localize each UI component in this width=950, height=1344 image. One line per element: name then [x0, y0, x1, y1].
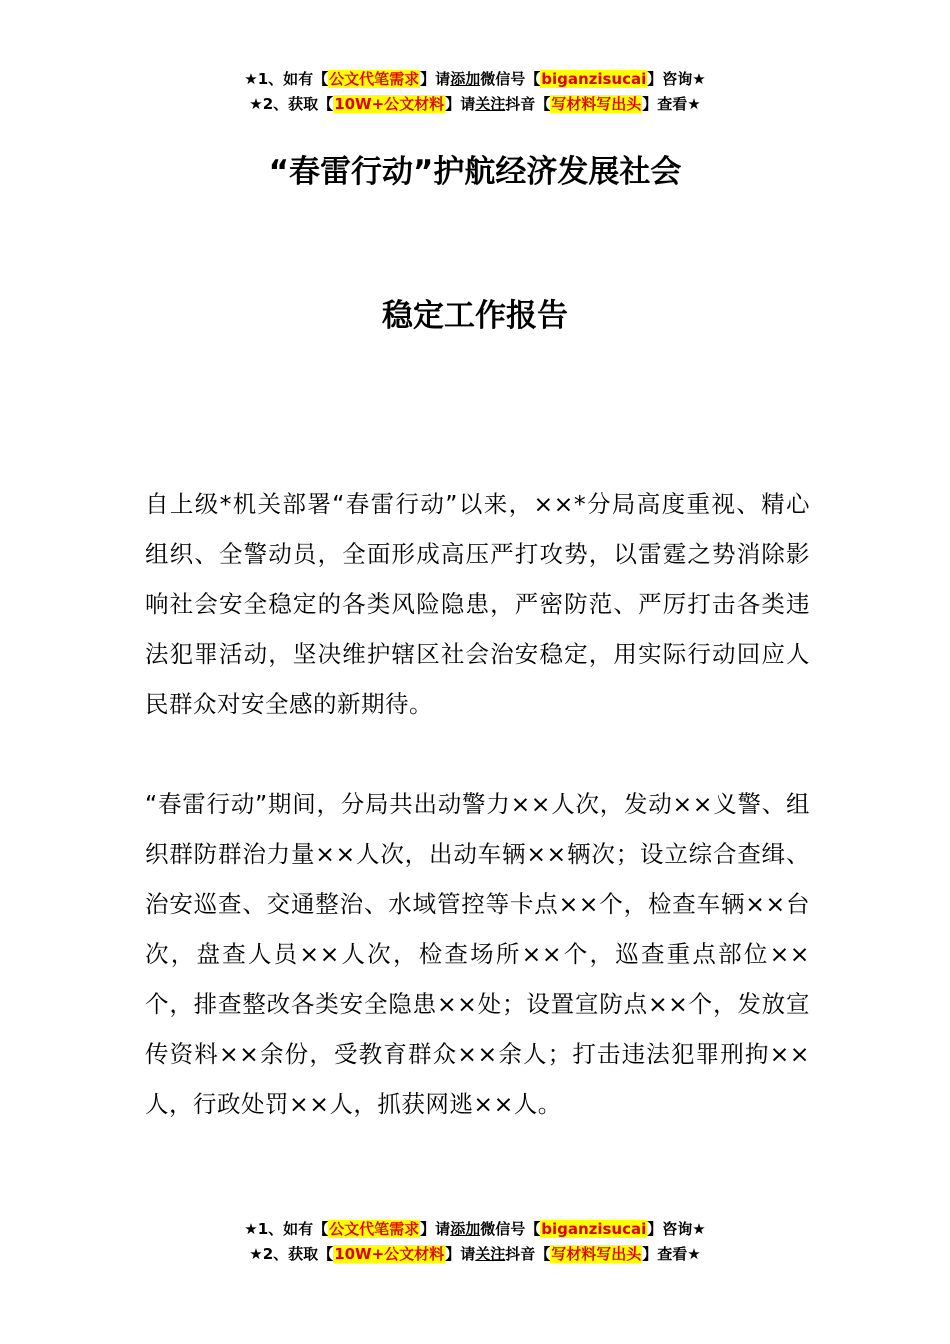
promo-line-1-suffix: 】咨询★: [647, 70, 706, 88]
promo-line-2-highlight-douyin: 写材料写出头: [551, 95, 642, 113]
footer-line-1-highlight-service: 公文代笔需求: [329, 1220, 420, 1238]
footer-line-1-mid: 】请: [420, 1220, 451, 1238]
footer-line-1-suffix: 】咨询★: [647, 1220, 706, 1238]
body-paragraph-2: “春雷行动”期间，分局共出动警力××人次，发动××义警、组织群防群治力量××人次，出动车辆××辆次；设立综合查缉、治安巡查、交通整治、水域管控等卡点××个，检查车辆××台次，盘查人员××人次，检查场所××个，巡查重点部位××个，排查整改各类安全隐患××处；设置宣防点××个，发放宣传资料××余份，受教育群众××余人；打击违法犯罪刑拘××人，行政处罚××人，抓获网逃××人。: [145, 790, 810, 1118]
promo-line-2-suffix: 】查看★: [642, 95, 701, 113]
footer-line-2-mid: 】请: [445, 1245, 476, 1263]
footer-line-1-prefix: ★1、如有【: [244, 1220, 329, 1238]
promo-line-2-underlined: 关注: [475, 95, 506, 113]
promo-line-2-mid: 】请: [445, 95, 476, 113]
promo-line-1-underlined: 添加: [450, 70, 481, 88]
promo-line-1-highlight-wechat: biganzisucai: [541, 70, 647, 88]
footer-line-2-suffix: 】查看★: [642, 1245, 701, 1263]
footer-line-2-prefix: ★2、获取【: [249, 1245, 334, 1263]
promo-line-1: [0, 67, 950, 92]
footer-line-1-highlight-wechat: biganzisucai: [541, 1220, 647, 1238]
promo-line-1-highlight-service: 公文代笔需求: [329, 70, 420, 88]
promo-line-1-mid2: 微信号【: [480, 70, 541, 88]
footer-promo-line-2: [0, 1242, 950, 1267]
promo-line-2: [0, 92, 950, 117]
footer-line-2-highlight-douyin: 写材料写出头: [551, 1245, 642, 1263]
header-promo-banner: [0, 67, 950, 117]
body-paragraph-1: 自上级*机关部署“春雷行动”以来，××*分局高度重视、精心组织、全警动员，全面形成高压严打攻势，以雷霆之势消除影响社会安全稳定的各类风险隐患，严密防范、严厉打击各类违法犯罪活动，坚决维护辖区社会治安稳定，用实际行动回应人民群众对安全感的新期待。: [145, 490, 810, 718]
footer-promo-banner: [0, 1217, 950, 1267]
promo-line-1-prefix: ★1、如有【: [244, 70, 329, 88]
footer-line-2-mid2: 抖音【: [505, 1245, 551, 1263]
promo-line-1-mid: 】请: [420, 70, 451, 88]
footer-line-1-underlined: 添加: [450, 1220, 481, 1238]
promo-line-2-prefix: ★2、获取【: [249, 95, 334, 113]
footer-line-2-underlined: 关注: [475, 1245, 506, 1263]
document-title-line-2: 稳定工作报告: [382, 298, 568, 334]
promo-line-2-mid2: 抖音【: [505, 95, 551, 113]
promo-line-2-highlight-materials: 10W+公文材料: [334, 95, 445, 113]
footer-line-2-highlight-materials: 10W+公文材料: [334, 1245, 445, 1263]
document-title-line-1: “春雷行动”护航经济发展社会: [268, 154, 682, 190]
footer-promo-line-1: [0, 1217, 950, 1242]
footer-line-1-mid2: 微信号【: [480, 1220, 541, 1238]
